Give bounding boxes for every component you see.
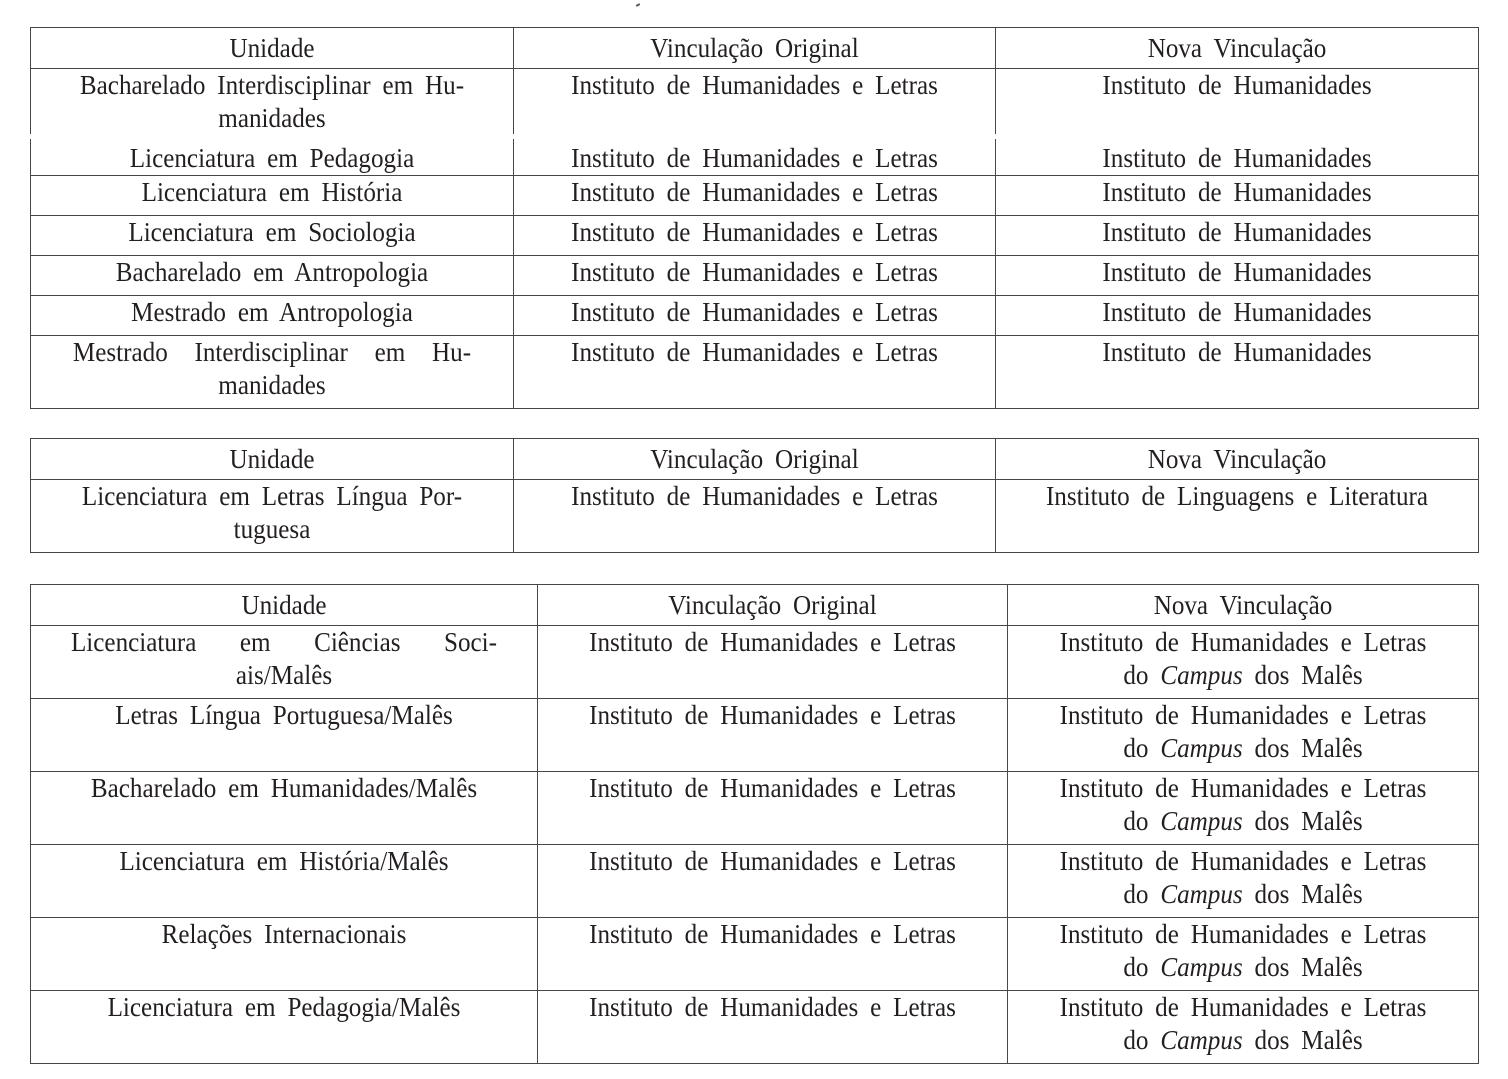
table-row xyxy=(31,772,1479,845)
table-row xyxy=(31,480,1479,553)
header-vinculacao-original: Vinculação Original xyxy=(514,439,996,480)
header-vinculacao-original: Vinculação Original xyxy=(514,28,996,69)
stray-mark xyxy=(636,3,640,7)
cell-original: Instituto de Humanidades e Letras xyxy=(514,480,996,553)
cell-nova: Instituto de Humanidades xyxy=(996,139,1479,176)
nova-do: do xyxy=(1123,879,1149,909)
table-row xyxy=(31,256,1479,296)
table-header-row xyxy=(31,439,1479,480)
nova-campus: Campus xyxy=(1160,1025,1243,1055)
table-row xyxy=(31,176,1479,216)
cell-nova: Instituto de Humanidades e Letras do Campus dos Malês xyxy=(1008,699,1479,772)
nova-do: do xyxy=(1123,952,1149,982)
cell-unidade: Mestrado em Antropologia xyxy=(31,296,514,336)
nova-dos-males: dos Malês xyxy=(1254,879,1363,909)
cell-original: Instituto de Humanidades e Letras xyxy=(514,216,996,256)
nova-do: do xyxy=(1123,806,1149,836)
cell-original: Instituto de Humanidades e Letras xyxy=(538,918,1008,991)
nova-campus: Campus xyxy=(1160,952,1243,982)
header-unidade: Unidade xyxy=(31,28,514,69)
table-humanidades xyxy=(30,27,1479,409)
nova-dos-males: dos Malês xyxy=(1254,660,1363,690)
cell-nova: Instituto de Humanidades xyxy=(996,256,1479,296)
row-gap xyxy=(30,134,1478,139)
cell-unidade: Bacharelado Interdisciplinar em Hu- manidades xyxy=(31,69,514,139)
cell-original: Instituto de Humanidades e Letras xyxy=(538,626,1008,699)
nova-campus: Campus xyxy=(1160,733,1243,763)
cell-unidade: Letras Língua Portuguesa/Malês xyxy=(31,699,538,772)
table-row xyxy=(31,699,1479,772)
table-row xyxy=(31,139,1479,176)
nova-dos-males: dos Malês xyxy=(1254,806,1363,836)
table-row xyxy=(31,918,1479,991)
nova-campus: Campus xyxy=(1160,660,1243,690)
cell-unidade: Licenciatura em Pedagogia/Malês xyxy=(31,991,538,1064)
table-row xyxy=(31,626,1479,699)
cell-unidade: Bacharelado em Humanidades/Malês xyxy=(31,772,538,845)
header-nova-vinculacao: Nova Vinculação xyxy=(996,28,1479,69)
cell-unidade: Licenciatura em Ciências Soci- ais/Malês xyxy=(31,626,538,699)
header-unidade: Unidade xyxy=(31,585,538,626)
nova-do: do xyxy=(1123,660,1149,690)
cell-nova: Instituto de Linguagens e Literatura xyxy=(996,480,1479,553)
cell-original: Instituto de Humanidades e Letras xyxy=(538,845,1008,918)
nova-campus: Campus xyxy=(1160,806,1243,836)
nova-campus: Campus xyxy=(1160,879,1243,909)
cell-nova: Instituto de Humanidades xyxy=(996,176,1479,216)
cell-unidade: Mestrado Interdisciplinar em Hu- manidades xyxy=(31,336,514,409)
cell-nova: Instituto de Humanidades xyxy=(996,69,1479,139)
table-linguagens xyxy=(30,438,1479,553)
table-header-row xyxy=(31,585,1479,626)
header-nova-vinculacao: Nova Vinculação xyxy=(1008,585,1479,626)
cell-nova: Instituto de Humanidades e Letras do Campus dos Malês xyxy=(1008,845,1479,918)
cell-original: Instituto de Humanidades e Letras xyxy=(514,256,996,296)
cell-original: Instituto de Humanidades e Letras xyxy=(514,69,996,139)
cell-original: Instituto de Humanidades e Letras xyxy=(514,176,996,216)
table-row xyxy=(31,845,1479,918)
nova-dos-males: dos Malês xyxy=(1254,733,1363,763)
table-males xyxy=(30,584,1479,1064)
table-header-row xyxy=(31,28,1479,69)
table-row xyxy=(31,216,1479,256)
cell-unidade: Licenciatura em Letras Língua Por- tuguesa xyxy=(31,480,514,553)
cell-unidade: Licenciatura em Sociologia xyxy=(31,216,514,256)
nova-do: do xyxy=(1123,1025,1149,1055)
cell-nova: Instituto de Humanidades e Letras do Campus dos Malês xyxy=(1008,918,1479,991)
cell-nova: Instituto de Humanidades e Letras do Campus dos Malês xyxy=(1008,991,1479,1064)
cell-original: Instituto de Humanidades e Letras xyxy=(538,699,1008,772)
cell-nova: Instituto de Humanidades xyxy=(996,216,1479,256)
header-vinculacao-original: Vinculação Original xyxy=(538,585,1008,626)
cell-unidade: Licenciatura em História xyxy=(31,176,514,216)
nova-dos-males: dos Malês xyxy=(1254,1025,1363,1055)
header-unidade: Unidade xyxy=(31,439,514,480)
cell-unidade: Relações Internacionais xyxy=(31,918,538,991)
cell-nova: Instituto de Humanidades xyxy=(996,336,1479,409)
cell-original: Instituto de Humanidades e Letras xyxy=(514,139,996,176)
cell-nova: Instituto de Humanidades e Letras do Campus dos Malês xyxy=(1008,626,1479,699)
header-nova-vinculacao: Nova Vinculação xyxy=(996,439,1479,480)
cell-unidade: Licenciatura em História/Malês xyxy=(31,845,538,918)
cell-original: Instituto de Humanidades e Letras xyxy=(538,772,1008,845)
table-row xyxy=(31,296,1479,336)
cell-unidade: Licenciatura em Pedagogia xyxy=(31,139,514,176)
nova-dos-males: dos Malês xyxy=(1254,952,1363,982)
cell-nova: Instituto de Humanidades xyxy=(996,296,1479,336)
cell-original: Instituto de Humanidades e Letras xyxy=(514,296,996,336)
table-row xyxy=(31,991,1479,1064)
cell-unidade: Bacharelado em Antropologia xyxy=(31,256,514,296)
nova-do: do xyxy=(1123,733,1149,763)
cell-nova: Instituto de Humanidades e Letras do Campus dos Malês xyxy=(1008,772,1479,845)
cell-original: Instituto de Humanidades e Letras xyxy=(538,991,1008,1064)
table-row xyxy=(31,69,1479,139)
table-row xyxy=(31,336,1479,409)
cell-original: Instituto de Humanidades e Letras xyxy=(514,336,996,409)
